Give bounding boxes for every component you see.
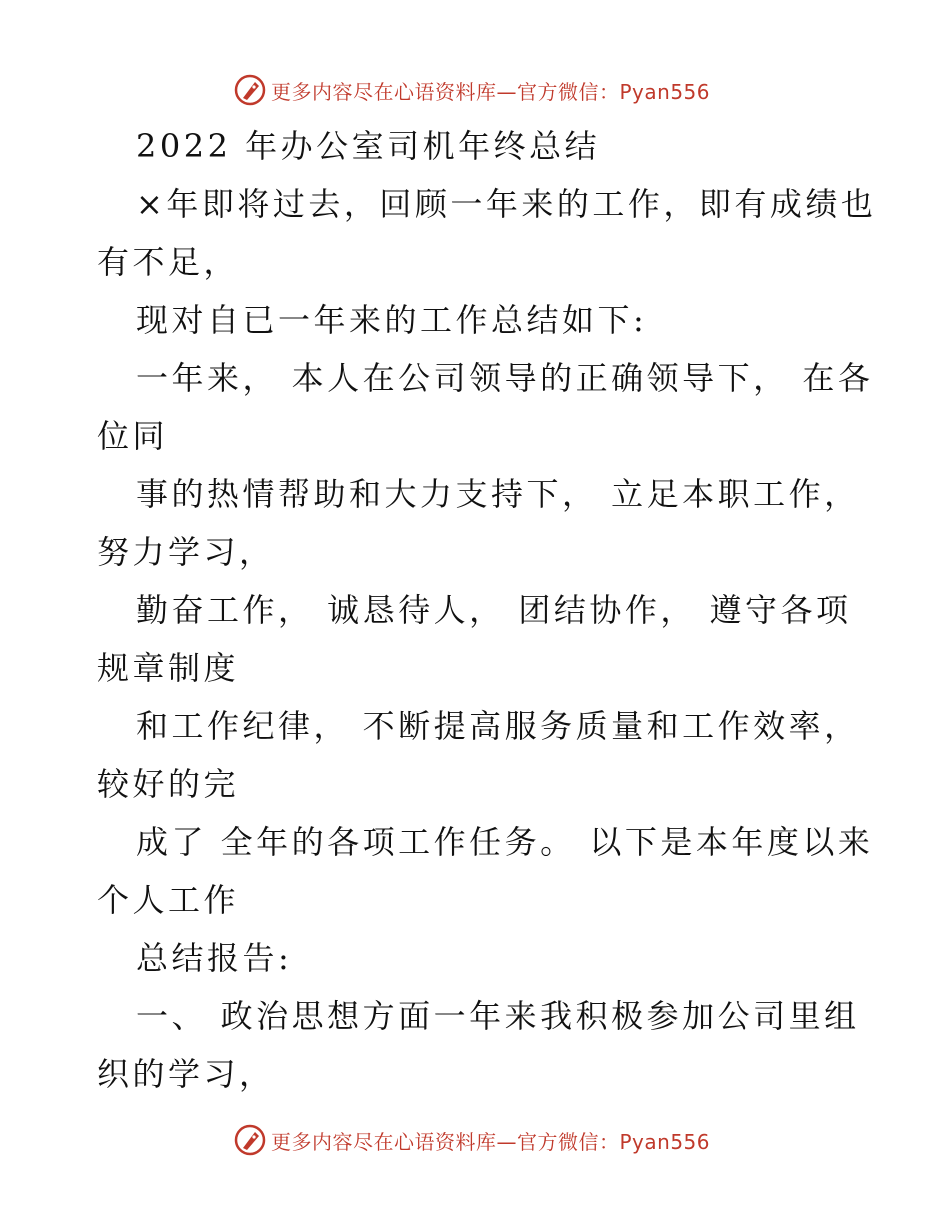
paragraph-line: 和工作纪律， 不断提高服务质量和工作效率， bbox=[136, 707, 860, 745]
paragraph-line: 位同 bbox=[97, 417, 169, 455]
paragraph-line: 努力学习， bbox=[97, 533, 275, 571]
paragraph-line: 成了 全年的各项工作任务。 以下是本年度以来 bbox=[136, 823, 874, 861]
paragraph-line: 总结报告: bbox=[136, 939, 293, 977]
paragraph-line: 有不足， bbox=[97, 243, 240, 281]
paragraph-line: 一、 政治思想方面一年来我积极参加公司里组 bbox=[136, 997, 860, 1035]
watermark-header bbox=[233, 72, 710, 108]
paragraph-line: 一年来， 本人在公司领导的正确领导下， 在各 bbox=[136, 359, 874, 397]
document-title: 2022 年办公室司机年终总结 bbox=[136, 127, 601, 165]
paragraph-line: 现对自已一年来的工作总结如下: bbox=[136, 301, 648, 339]
paragraph-line: 织的学习， bbox=[97, 1055, 275, 1093]
paragraph-line: ×年即将过去，回顾一年来的工作，即有成绩也 bbox=[136, 185, 877, 223]
pen-nib-logo-icon bbox=[233, 1123, 267, 1157]
watermark-text: 更多内容尽在心语资料库—官方微信：Pyan556 bbox=[271, 1129, 711, 1154]
watermark-text: 更多内容尽在心语资料库—官方微信：Pyan556 bbox=[271, 79, 711, 104]
paragraph-line: 个人工作 bbox=[97, 881, 240, 919]
paragraph-line: 勤奋工作， 诚恳待人， 团结协作， 遵守各项 bbox=[136, 591, 852, 629]
paragraph-line: 事的热情帮助和大力支持下， 立足本职工作， bbox=[136, 475, 860, 513]
watermark-footer bbox=[233, 1122, 710, 1158]
paragraph-line: 规章制度 bbox=[97, 649, 240, 687]
paragraph-line: 较好的完 bbox=[97, 765, 240, 803]
pen-nib-logo-icon bbox=[233, 73, 267, 107]
